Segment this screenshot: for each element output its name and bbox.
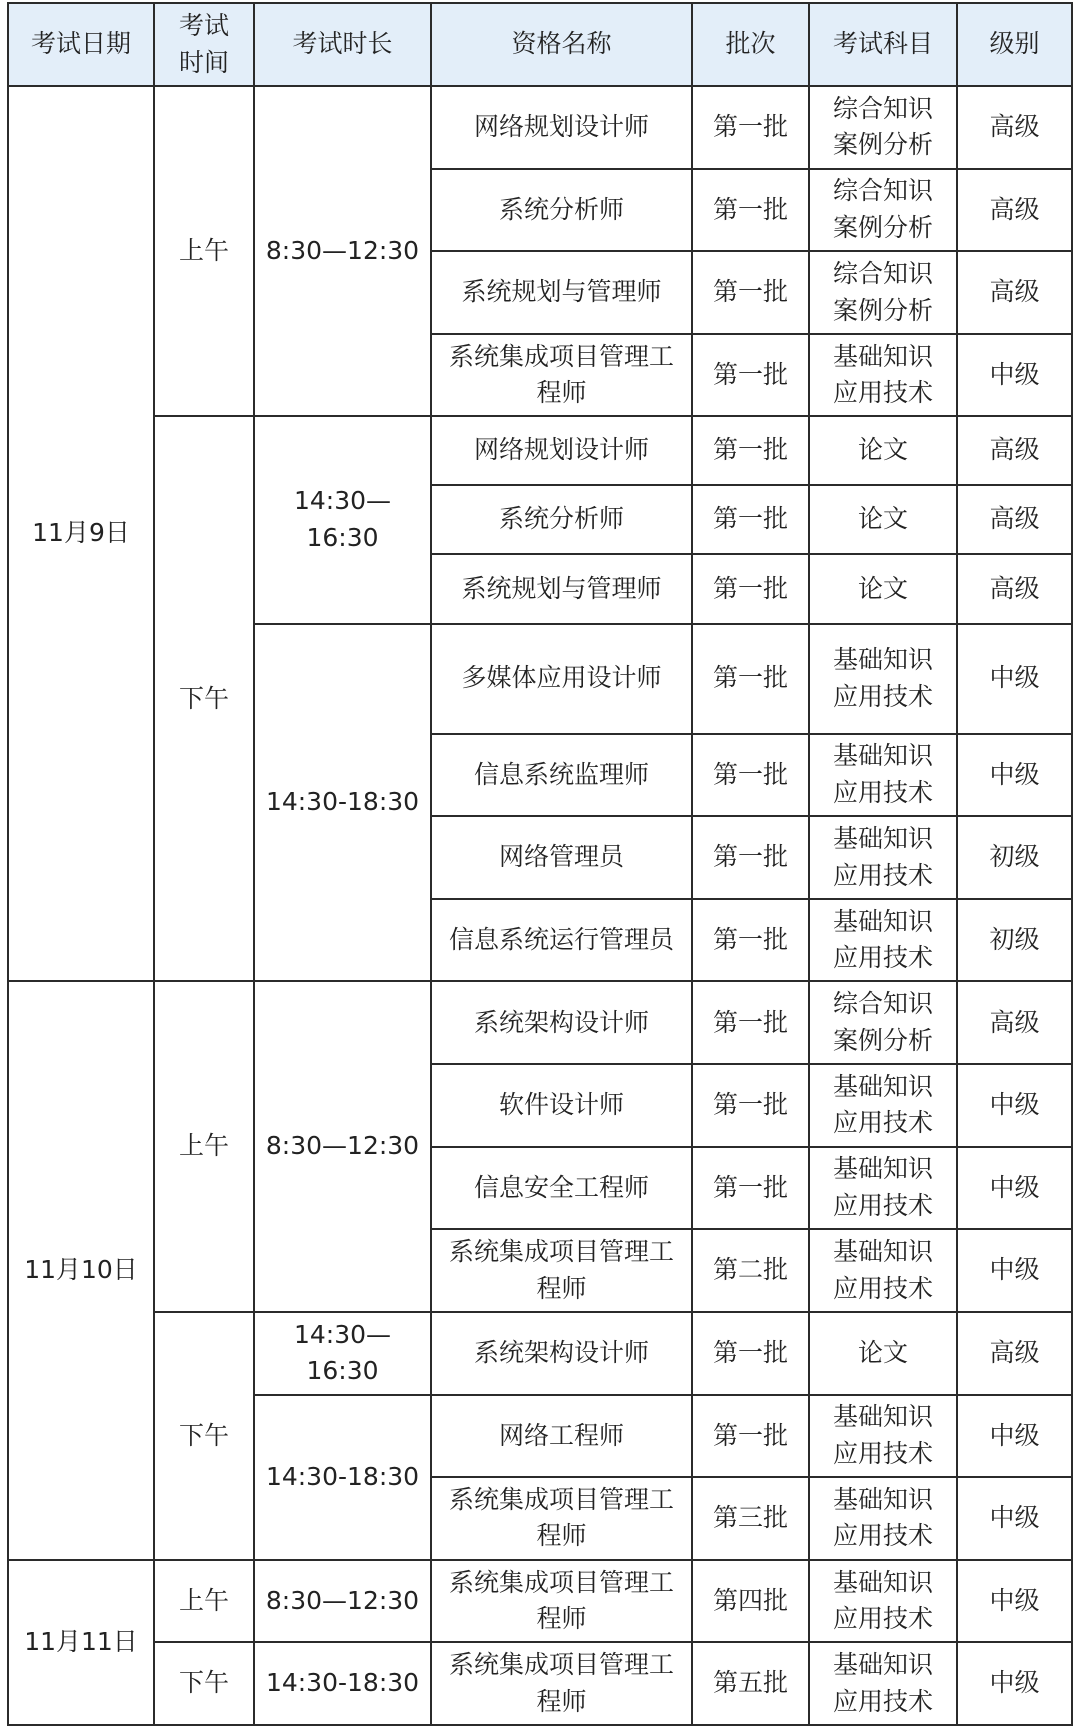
exam-subject-cell xyxy=(809,1147,957,1230)
batch-cell: 第三批 xyxy=(692,1477,809,1560)
batch-cell: 第一批 xyxy=(692,169,809,252)
exam-subject-cell xyxy=(809,169,957,252)
table-row xyxy=(8,416,1072,484)
level-cell: 高级 xyxy=(957,251,1072,334)
qualification-name-cell xyxy=(431,416,692,484)
qualification-name-cell xyxy=(431,981,692,1064)
header-exam-date: 考试日期 xyxy=(8,3,154,86)
qualification-name-cell xyxy=(431,334,692,417)
exam-duration-line: 8:30—12:30 xyxy=(265,1131,420,1161)
qualification-name-line: 信息系统监理师 xyxy=(473,759,649,789)
exam-duration-cell xyxy=(254,981,431,1311)
exam-subject-cell xyxy=(809,554,957,623)
qualification-name-line: 网络管理员 xyxy=(498,842,624,872)
batch-cell: 第一批 xyxy=(692,899,809,982)
exam-subject-line: 应用技术 xyxy=(832,1604,933,1634)
batch-cell: 第一批 xyxy=(692,1395,809,1478)
batch-cell: 第一批 xyxy=(692,416,809,484)
header-exam-time-line: 时间 xyxy=(178,47,229,77)
qualification-name-cell xyxy=(431,169,692,252)
level-cell: 中级 xyxy=(957,1642,1072,1725)
header-qualification-name: 资格名称 xyxy=(431,3,692,86)
exam-subject-cell xyxy=(809,1560,957,1643)
qualification-name-line: 软件设计师 xyxy=(498,1090,624,1120)
qualification-name-line: 系统集成项目管理工 xyxy=(448,341,674,371)
level-cell: 初级 xyxy=(957,816,1072,899)
exam-subject-line: 应用技术 xyxy=(832,777,933,807)
exam-duration-cell xyxy=(254,416,431,623)
level-cell: 中级 xyxy=(957,1395,1072,1478)
exam-duration-line: 14:30— xyxy=(293,1319,392,1349)
qualification-name-cell xyxy=(431,554,692,623)
qualification-name-line: 程师 xyxy=(536,1521,587,1551)
exam-subject-line: 基础知识 xyxy=(832,1154,933,1184)
exam-subject-line: 论文 xyxy=(857,1337,908,1367)
qualification-name-cell xyxy=(431,251,692,334)
batch-cell: 第一批 xyxy=(692,554,809,623)
qualification-name-line: 系统架构设计师 xyxy=(473,1337,649,1367)
level-cell: 中级 xyxy=(957,334,1072,417)
exam-subject-line: 基础知识 xyxy=(832,1567,933,1597)
exam-subject-cell xyxy=(809,1395,957,1478)
level-cell: 中级 xyxy=(957,734,1072,817)
qualification-name-line: 系统分析师 xyxy=(498,194,624,224)
qualification-name-cell xyxy=(431,1064,692,1147)
exam-date-cell: 11月9日 xyxy=(8,86,154,981)
exam-time-cell: 下午 xyxy=(154,416,254,981)
qualification-name-cell xyxy=(431,1312,692,1395)
header-row xyxy=(8,3,1072,86)
exam-time-cell: 上午 xyxy=(154,86,254,416)
level-cell: 高级 xyxy=(957,169,1072,252)
header-exam-subject: 考试科目 xyxy=(809,3,957,86)
level-cell: 中级 xyxy=(957,1064,1072,1147)
batch-cell: 第一批 xyxy=(692,334,809,417)
exam-duration-line: 14:30— xyxy=(293,486,392,516)
level-cell: 高级 xyxy=(957,554,1072,623)
exam-duration-line: 14:30-18:30 xyxy=(265,787,420,817)
exam-subject-line: 基础知识 xyxy=(832,341,933,371)
exam-subject-line: 应用技术 xyxy=(832,860,933,890)
level-cell: 中级 xyxy=(957,1147,1072,1230)
qualification-name-cell xyxy=(431,1560,692,1643)
exam-subject-line: 基础知识 xyxy=(832,906,933,936)
exam-subject-cell xyxy=(809,981,957,1064)
qualification-name-cell xyxy=(431,899,692,982)
level-cell: 中级 xyxy=(957,624,1072,734)
exam-subject-cell xyxy=(809,1064,957,1147)
qualification-name-line: 程师 xyxy=(536,1686,587,1716)
exam-time-cell: 下午 xyxy=(154,1312,254,1560)
qualification-name-line: 信息安全工程师 xyxy=(473,1172,649,1202)
table-row xyxy=(8,86,1072,169)
exam-subject-cell xyxy=(809,816,957,899)
batch-cell: 第一批 xyxy=(692,485,809,554)
exam-subject-line: 应用技术 xyxy=(832,1190,933,1220)
table-row xyxy=(8,1312,1072,1395)
exam-duration-cell xyxy=(254,1395,431,1560)
qualification-name-line: 网络规划设计师 xyxy=(473,112,649,142)
batch-cell: 第一批 xyxy=(692,981,809,1064)
qualification-name-line: 程师 xyxy=(536,1273,587,1303)
level-cell: 高级 xyxy=(957,86,1072,169)
exam-subject-line: 应用技术 xyxy=(832,1438,933,1468)
header-level: 级别 xyxy=(957,3,1072,86)
exam-subject-line: 应用技术 xyxy=(832,681,933,711)
exam-duration-line: 16:30 xyxy=(306,1356,379,1386)
qualification-name-line: 信息系统运行管理员 xyxy=(448,924,674,954)
table-row xyxy=(8,1642,1072,1725)
qualification-name-cell xyxy=(431,1147,692,1230)
table-row xyxy=(8,981,1072,1064)
qualification-name-line: 系统规划与管理师 xyxy=(461,277,662,307)
exam-subject-line: 综合知识 xyxy=(832,176,933,206)
qualification-name-line: 网络工程师 xyxy=(498,1420,624,1450)
exam-subject-cell xyxy=(809,334,957,417)
exam-subject-line: 基础知识 xyxy=(832,824,933,854)
exam-subject-line: 综合知识 xyxy=(832,989,933,1019)
qualification-name-cell xyxy=(431,1477,692,1560)
exam-subject-cell xyxy=(809,899,957,982)
level-cell: 中级 xyxy=(957,1560,1072,1643)
exam-subject-line: 基础知识 xyxy=(832,1071,933,1101)
exam-subject-cell xyxy=(809,1642,957,1725)
exam-subject-line: 应用技术 xyxy=(832,1108,933,1138)
table-body xyxy=(8,86,1072,1725)
exam-duration-line: 14:30-18:30 xyxy=(265,1668,420,1698)
qualification-name-cell xyxy=(431,485,692,554)
qualification-name-cell xyxy=(431,86,692,169)
exam-subject-line: 基础知识 xyxy=(832,645,933,675)
level-cell: 中级 xyxy=(957,1477,1072,1560)
exam-subject-line: 案例分析 xyxy=(832,130,933,160)
batch-cell: 第一批 xyxy=(692,624,809,734)
batch-cell: 第四批 xyxy=(692,1560,809,1643)
exam-time-cell: 下午 xyxy=(154,1642,254,1725)
qualification-name-line: 多媒体应用设计师 xyxy=(461,663,662,693)
exam-subject-cell xyxy=(809,251,957,334)
exam-subject-line: 案例分析 xyxy=(832,212,933,242)
exam-subject-line: 应用技术 xyxy=(832,1273,933,1303)
header-batch: 批次 xyxy=(692,3,809,86)
exam-subject-cell xyxy=(809,416,957,484)
batch-cell: 第一批 xyxy=(692,1064,809,1147)
level-cell: 初级 xyxy=(957,899,1072,982)
exam-subject-line: 基础知识 xyxy=(832,1237,933,1267)
level-cell: 高级 xyxy=(957,416,1072,484)
exam-duration-cell xyxy=(254,86,431,416)
exam-duration-line: 16:30 xyxy=(306,522,379,552)
batch-cell: 第一批 xyxy=(692,816,809,899)
batch-cell: 第一批 xyxy=(692,251,809,334)
exam-subject-line: 应用技术 xyxy=(832,1686,933,1716)
qualification-name-line: 系统集成项目管理工 xyxy=(448,1650,674,1680)
exam-duration-line: 14:30-18:30 xyxy=(265,1461,420,1491)
exam-subject-line: 论文 xyxy=(857,504,908,534)
exam-subject-cell xyxy=(809,1312,957,1395)
exam-subject-line: 基础知识 xyxy=(832,741,933,771)
qualification-name-line: 系统集成项目管理工 xyxy=(448,1237,674,1267)
exam-duration-cell xyxy=(254,1312,431,1395)
batch-cell: 第一批 xyxy=(692,1147,809,1230)
exam-subject-line: 论文 xyxy=(857,435,908,465)
exam-date-cell: 11月11日 xyxy=(8,1560,154,1725)
exam-duration-cell xyxy=(254,1560,431,1643)
batch-cell: 第一批 xyxy=(692,86,809,169)
exam-date-cell: 11月10日 xyxy=(8,981,154,1559)
qualification-name-line: 系统架构设计师 xyxy=(473,1007,649,1037)
exam-time-cell: 上午 xyxy=(154,981,254,1311)
exam-subject-line: 基础知识 xyxy=(832,1402,933,1432)
header-exam-duration: 考试时长 xyxy=(254,3,431,86)
exam-duration-line: 8:30—12:30 xyxy=(265,1585,420,1615)
qualification-name-cell xyxy=(431,1395,692,1478)
exam-subject-line: 论文 xyxy=(857,573,908,603)
exam-subject-line: 基础知识 xyxy=(832,1650,933,1680)
exam-duration-line: 8:30—12:30 xyxy=(265,235,420,265)
exam-subject-line: 基础知识 xyxy=(832,1484,933,1514)
exam-time-cell: 上午 xyxy=(154,1560,254,1643)
exam-subject-line: 应用技术 xyxy=(832,943,933,973)
level-cell: 高级 xyxy=(957,1312,1072,1395)
batch-cell: 第一批 xyxy=(692,1312,809,1395)
qualification-name-line: 系统分析师 xyxy=(498,504,624,534)
table-row xyxy=(8,1560,1072,1643)
exam-subject-cell xyxy=(809,734,957,817)
qualification-name-cell xyxy=(431,816,692,899)
exam-subject-line: 案例分析 xyxy=(832,295,933,325)
table-header xyxy=(8,3,1072,86)
exam-subject-line: 应用技术 xyxy=(832,378,933,408)
batch-cell: 第二批 xyxy=(692,1229,809,1312)
exam-subject-cell xyxy=(809,1477,957,1560)
level-cell: 中级 xyxy=(957,1229,1072,1312)
exam-subject-line: 综合知识 xyxy=(832,259,933,289)
qualification-name-line: 程师 xyxy=(536,1604,587,1634)
exam-subject-cell xyxy=(809,624,957,734)
qualification-name-line: 系统集成项目管理工 xyxy=(448,1484,674,1514)
qualification-name-line: 系统集成项目管理工 xyxy=(448,1567,674,1597)
exam-duration-cell xyxy=(254,624,431,982)
exam-schedule-table xyxy=(7,2,1073,1726)
exam-subject-cell xyxy=(809,485,957,554)
batch-cell: 第一批 xyxy=(692,734,809,817)
qualification-name-cell xyxy=(431,1642,692,1725)
level-cell: 高级 xyxy=(957,981,1072,1064)
qualification-name-line: 网络规划设计师 xyxy=(473,435,649,465)
qualification-name-cell xyxy=(431,624,692,734)
exam-duration-cell xyxy=(254,1642,431,1725)
qualification-name-cell xyxy=(431,734,692,817)
qualification-name-line: 系统规划与管理师 xyxy=(461,573,662,603)
exam-subject-line: 应用技术 xyxy=(832,1521,933,1551)
exam-subject-cell xyxy=(809,1229,957,1312)
qualification-name-line: 程师 xyxy=(536,378,587,408)
exam-subject-cell xyxy=(809,86,957,169)
exam-subject-line: 综合知识 xyxy=(832,93,933,123)
header-exam-time-line: 考试 xyxy=(178,11,229,40)
level-cell: 高级 xyxy=(957,485,1072,554)
header-exam-time xyxy=(154,3,254,86)
qualification-name-cell xyxy=(431,1229,692,1312)
batch-cell: 第五批 xyxy=(692,1642,809,1725)
exam-subject-line: 案例分析 xyxy=(832,1025,933,1055)
